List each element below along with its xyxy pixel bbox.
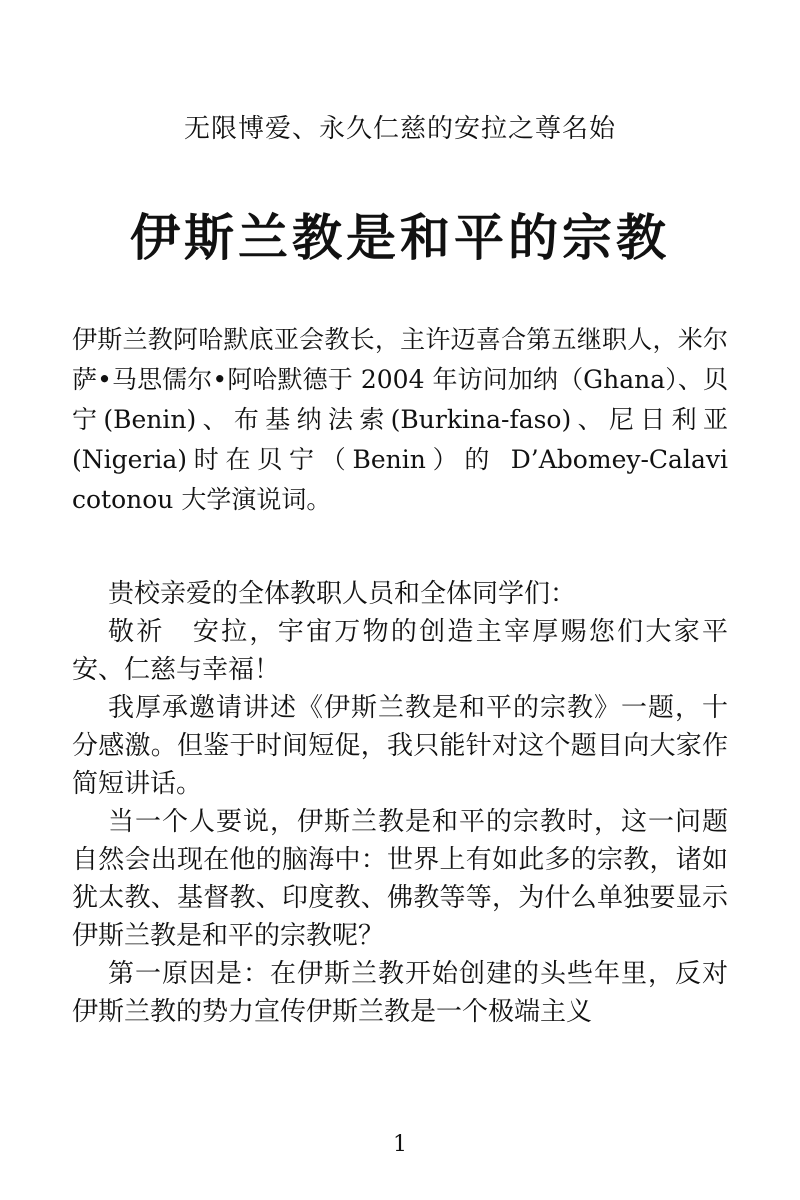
page-title: 伊斯兰教是和平的宗教 (130, 208, 670, 267)
paragraph: 我厚承邀请讲述《伊斯兰教是和平的宗教》一题，十分感激。但鉴于时间短促，我只能针对这个题目向大家作简短讲话。 (72, 693, 728, 799)
paragraph: 当一个人要说，伊斯兰教是和平的宗教时，这一问题自然会出现在他的脑海中：世界上有如此多的宗教，诸如犹太教、基督教、印度教、佛教等等，为什么单独要显示伊斯兰教是和平的宗教呢？ (72, 807, 728, 951)
paragraph: 敬祈 安拉，宇宙万物的创造主宰厚赐您们大家平安、仁慈与幸福！ (72, 617, 728, 685)
page-number: 1 (393, 1132, 407, 1157)
bismillah-header: 无限博爱、永久仁慈的安拉之尊名始 (183, 114, 616, 144)
intro-paragraph: 伊斯兰教阿哈默底亚会教长，主许迈喜合第五继职人，米尔萨•马思儒尔•阿哈默德于 2004 年访问加纳（Ghana）、贝宁(Benin)、布基纳法索(Burkina-faso)、尼日利亚(Nigeria)时在贝宁（Benin）的 D’Abomey-Calavi cotonou 大学演说词。 (72, 325, 728, 514)
paragraph: 第一原因是：在伊斯兰教开始创建的头些年里，反对伊斯兰教的势力宣传伊斯兰教是一个极端主义 (72, 959, 728, 1027)
paragraph: 贵校亲爱的全体教职人员和全体同学们： (108, 579, 577, 609)
body-text (72, 575, 728, 1031)
